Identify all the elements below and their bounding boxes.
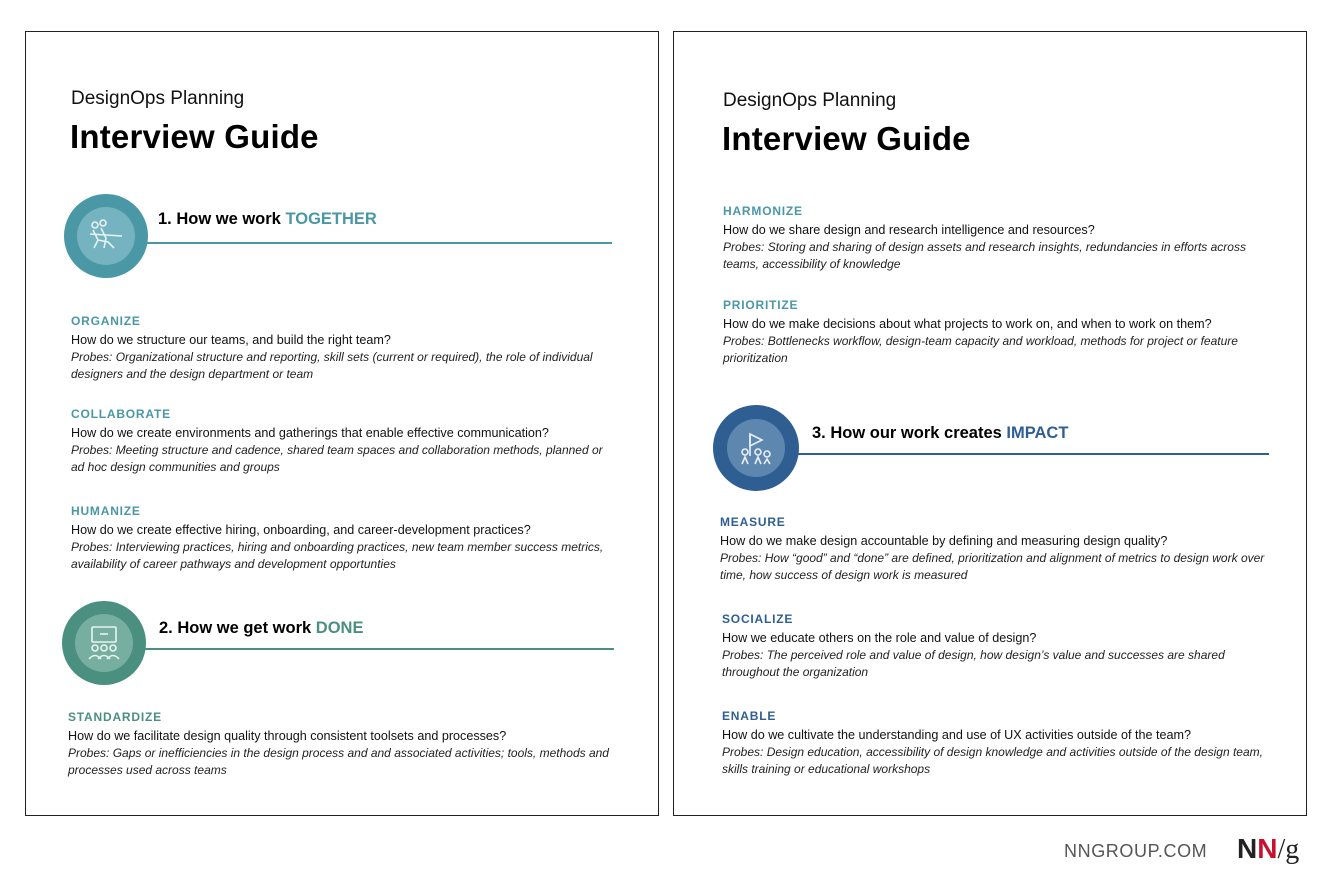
done-badge <box>62 601 146 685</box>
pillar-emphasis: IMPACT <box>1006 424 1069 442</box>
section-probe: Probes: Organizational structure and reporting, skill sets (current or required), the role of individual designers and the design department or team <box>71 350 593 381</box>
section-label: HUMANIZE <box>71 504 141 518</box>
right-page <box>673 31 1307 816</box>
meeting-icon <box>76 615 132 671</box>
section-question: How do we share design and research intelligence and resources? <box>723 223 1095 237</box>
section-label: ORGANIZE <box>71 314 141 328</box>
section-socialize <box>722 612 1267 681</box>
page-title: Interview Guide <box>70 118 319 155</box>
section-label: COLLABORATE <box>71 407 171 421</box>
section-question: How we educate others on the role and value of design? <box>722 631 1037 645</box>
section-prioritize <box>723 298 1263 367</box>
section-probe: Probes: Bottlenecks workflow, design-team capacity and workload, methods for project or feature prioritization <box>723 334 1238 365</box>
logo-letter: N <box>1237 833 1258 864</box>
section-probe: Probes: How “good” and “done” are defined, prioritization and alignment of metrics to design work over time, how success of design work is measured <box>720 551 1265 582</box>
logo-letter: N <box>1257 833 1278 864</box>
section-humanize <box>71 504 611 573</box>
section-measure <box>720 515 1265 584</box>
pillar-heading-together <box>158 210 377 229</box>
left-page <box>25 31 659 816</box>
section-question: How do we make design accountable by defining and measuring design quality? <box>720 534 1168 548</box>
section-label: MEASURE <box>720 515 786 529</box>
pillar-divider <box>142 648 614 650</box>
section-question: How do we structure our teams, and build the right team? <box>71 333 391 347</box>
page-kicker: DesignOps Planning <box>71 88 245 109</box>
section-harmonize <box>723 204 1263 273</box>
logo-slash: / <box>1277 834 1286 865</box>
logo-letter: g <box>1285 834 1300 865</box>
section-label: PRIORITIZE <box>723 298 799 312</box>
tug-of-war-icon <box>78 208 134 264</box>
section-label: STANDARDIZE <box>68 710 162 724</box>
section-label: HARMONIZE <box>723 204 803 218</box>
section-probe: Probes: The perceived role and value of design, how design’s value and successes are shared throughout the organization <box>722 648 1225 679</box>
section-label: ENABLE <box>722 709 777 723</box>
section-collaborate <box>71 407 611 476</box>
page-title: Interview Guide <box>722 120 971 157</box>
pillar-heading-impact <box>812 424 1068 443</box>
pillar-heading-text: 3. How our work creates <box>812 424 1007 442</box>
section-label: SOCIALIZE <box>722 612 794 626</box>
section-probe: Probes: Design education, accessibility of design knowledge and activities outside of the design team, skills training or educational workshops <box>722 745 1263 776</box>
pillar-heading-done <box>159 619 363 638</box>
pillar-emphasis: DONE <box>315 619 364 637</box>
impact-badge <box>713 405 799 491</box>
section-question: How do we facilitate design quality through consistent toolsets and processes? <box>68 729 507 743</box>
footer-site-link[interactable]: NNGROUP.COM <box>1064 841 1208 861</box>
section-question: How do we create environments and gatherings that enable effective communication? <box>71 426 549 440</box>
section-probe: Probes: Meeting structure and cadence, shared team spaces and collaboration methods, planned or ad hoc design communities and groups <box>71 443 603 474</box>
pillar-emphasis: TOGETHER <box>285 210 377 228</box>
flag-team-icon <box>728 420 784 476</box>
section-probe: Probes: Gaps or inefficiencies in the design process and and associated activities; tools, methods and processes used across teams <box>68 746 609 777</box>
nng-logo <box>1237 833 1299 866</box>
section-enable <box>722 709 1267 778</box>
pillar-divider <box>144 242 612 244</box>
section-question: How do we make decisions about what projects to work on, and when to work on them? <box>723 317 1212 331</box>
section-probe: Probes: Storing and sharing of design assets and research insights, redundancies in efforts across teams, accessibility of knowledge <box>723 240 1246 271</box>
section-organize <box>71 314 611 383</box>
section-question: How do we cultivate the understanding and use of UX activities outside of the team? <box>722 728 1192 742</box>
page-kicker: DesignOps Planning <box>723 90 897 111</box>
section-question: How do we create effective hiring, onboarding, and career-development practices? <box>71 523 531 537</box>
pillar-heading-text: 2. How we get work <box>159 619 316 637</box>
section-standardize <box>68 710 613 779</box>
pillar-divider <box>796 453 1269 455</box>
pillar-heading-text: 1. How we work <box>158 210 286 228</box>
together-badge <box>64 194 148 278</box>
section-probe: Probes: Interviewing practices, hiring and onboarding practices, new team member success metrics, availability of career pathways and development opportunties <box>71 540 604 571</box>
